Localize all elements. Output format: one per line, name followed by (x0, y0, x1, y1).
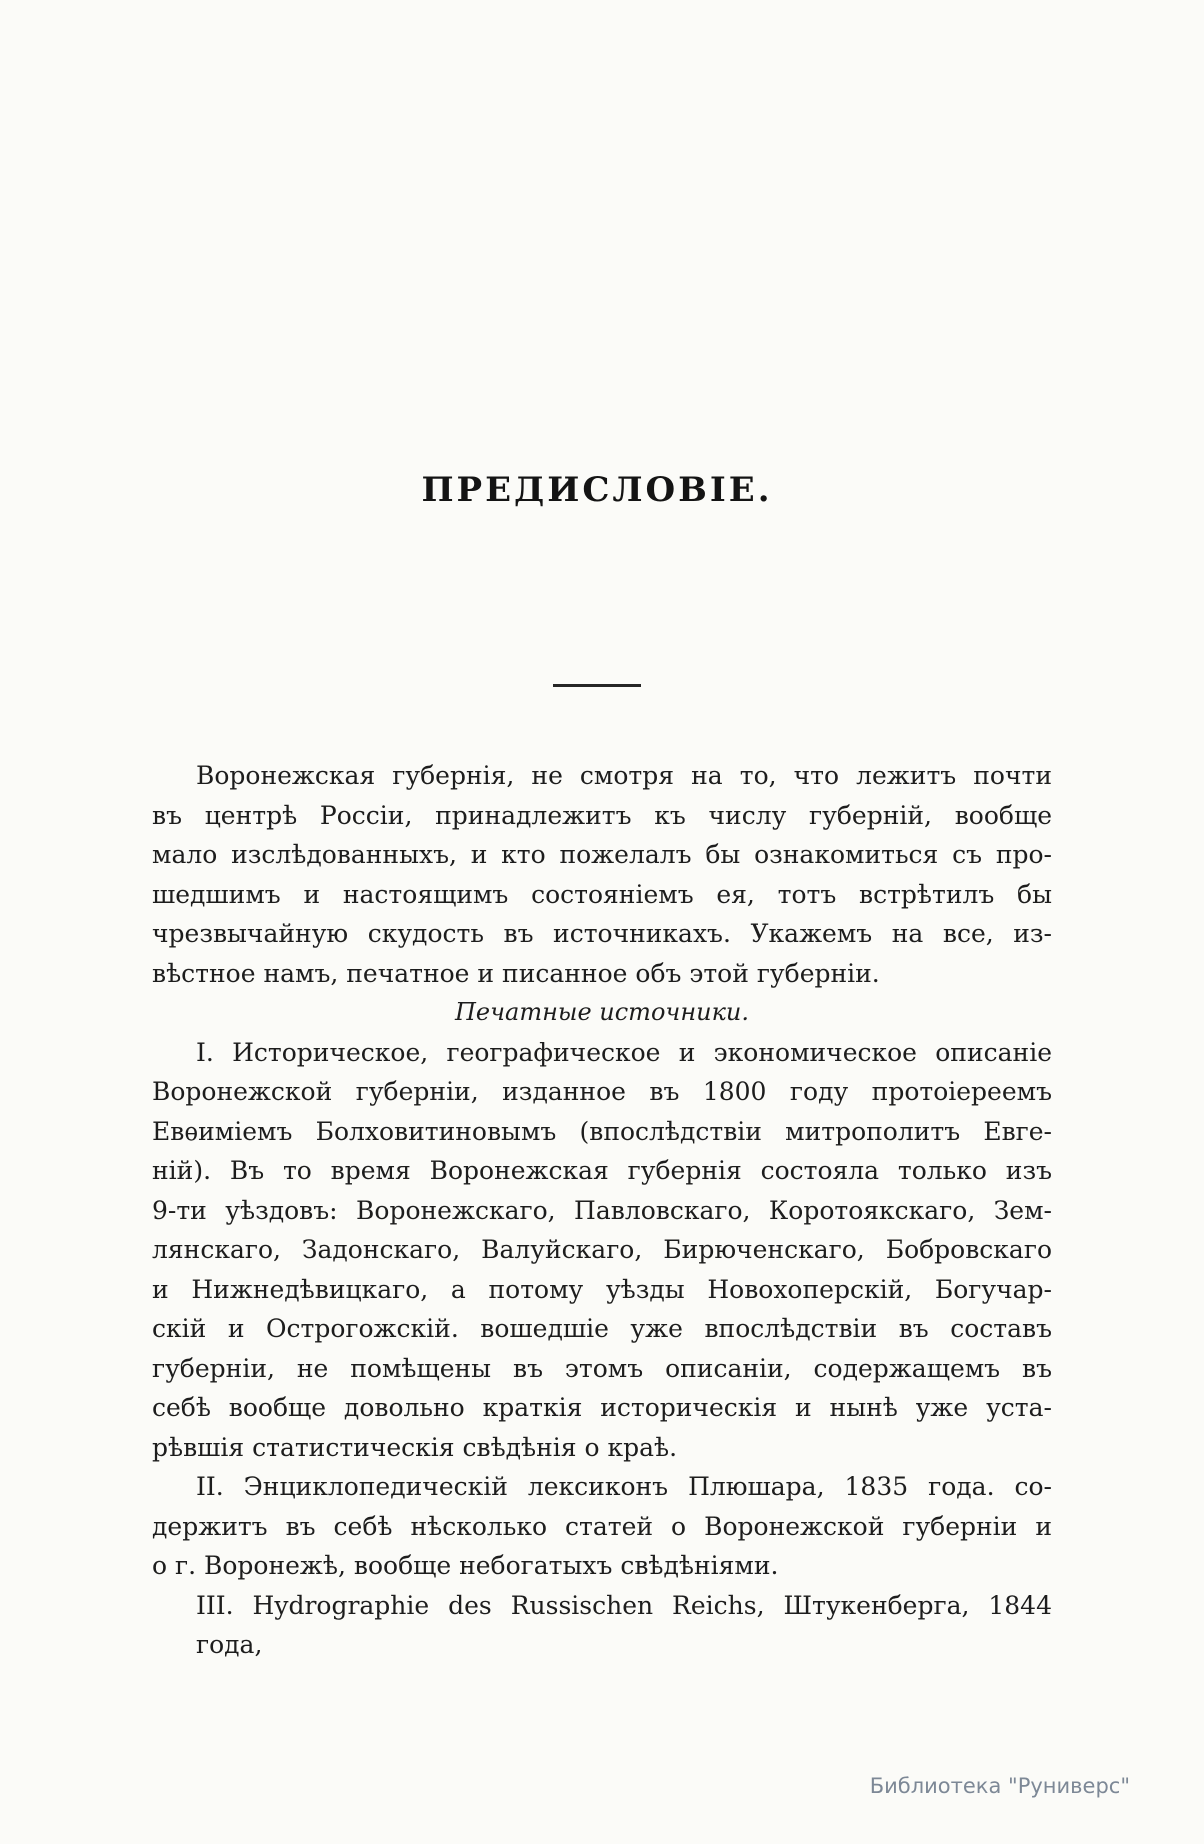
text-line: I. Историческое, географическое и экономическое описаніе (196, 1037, 1052, 1067)
text-line: II. Энциклопедическій лексиконъ Плюшара, 1835 года. со- (196, 1472, 1052, 1501)
text-line: мало изслѣдованныхъ, и кто пожелалъ бы ознакомиться съ про- (152, 840, 1052, 869)
text-line: III. Hydrographie des Russischen Reichs, Штукенберга, 1844 года, (196, 1590, 1052, 1659)
text-line: Воронежская губернія, не смотря на то, что лежитъ почти (196, 761, 1052, 790)
section-heading: Печатные источники. (454, 998, 750, 1026)
text-line: Евѳиміемъ Болховитиновымъ (впослѣдствіи митрополитъ Евге- (152, 1116, 1052, 1146)
text-line: вѣстное намъ, печатное и писанное объ этой губерніи. (152, 958, 880, 988)
text-line: скій и Острогожскій. вошедшіе уже впослѣдствіи въ составъ (152, 1314, 1052, 1343)
text-line: 9-ти уѣздовъ: Воронежскаго, Павловскаго, Коротоякскаго, Зем- (152, 1195, 1052, 1225)
text-line: лянскаго, Задонскаго, Валуйскаго, Бирюченскаго, Бобровскаго (152, 1235, 1052, 1264)
text-line: ній). Въ то время Воронежская губернія состояла только изъ (152, 1156, 1052, 1185)
text-line: себѣ вообще довольно краткія историческія и нынѣ уже уста- (152, 1393, 1052, 1422)
text-line: чрезвычайную скудость въ источникахъ. Укажемъ на все, из- (152, 919, 1052, 948)
text-line: Воронежской губерніи, изданное въ 1800 году протоіереемъ (152, 1077, 1052, 1106)
text-line: о г. Воронежѣ, вообще небогатыхъ свѣдѣніями. (152, 1551, 779, 1580)
text-line: шедшимъ и настоящимъ состояніемъ ея, тотъ встрѣтилъ бы (152, 879, 1052, 909)
text-line: въ центрѣ Россіи, принадлежитъ къ числу губерній, вообще (152, 800, 1052, 830)
text-line: держитъ въ себѣ нѣсколько статей о Воронежской губерніи и (152, 1511, 1052, 1541)
page-title: ПРЕДИСЛОВІЕ. (421, 470, 773, 510)
text-column (152, 756, 1052, 1665)
text-line: губерніи, не помѣщены въ этомъ описаніи, содержащемъ въ (152, 1353, 1052, 1383)
title-divider-rule (553, 684, 641, 687)
text-line: и Нижнедѣвицкаго, а потому уѣзды Новохоперскій, Богучар- (152, 1274, 1052, 1304)
text-line: рѣвшія статистическія свѣдѣнія о краѣ. (152, 1432, 678, 1462)
watermark: Библиотека "Руниверс" (869, 1774, 1130, 1798)
